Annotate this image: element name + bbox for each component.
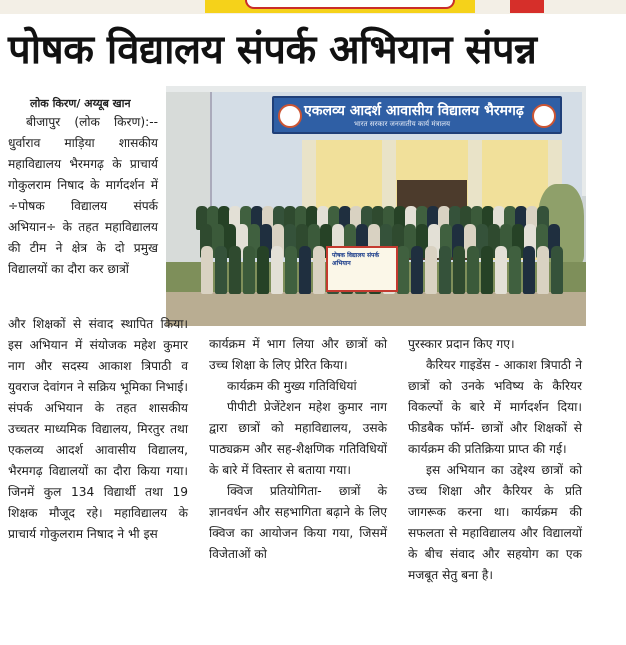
signboard-subtitle: भारत सरकार जनजातीय कार्य मंत्रालय bbox=[354, 120, 451, 128]
photo-person bbox=[425, 246, 437, 294]
signboard-title: एकलव्य आदर्श आवासीय विद्यालय भैरमगढ़ bbox=[304, 103, 524, 119]
photo-person bbox=[453, 246, 465, 294]
masthead-red-block bbox=[510, 0, 544, 13]
signboard-left-emblem bbox=[278, 104, 302, 128]
photo-campaign-banner bbox=[326, 246, 398, 292]
article-byline: लोक किरण/ अय्यूब खान bbox=[30, 97, 131, 110]
photo-person bbox=[523, 246, 535, 294]
article-paragraph-ppt: पीपीटी प्रेजेंटेशन महेश कुमार नाग द्वारा छात्रों को महाविद्यालय, उसके पाठ्यक्रम और सह-शैक्षणिक गतिविधियों के बारे में विस्तार से बताया गया। bbox=[209, 400, 387, 477]
news-photo bbox=[166, 86, 586, 326]
photo-person bbox=[551, 246, 563, 294]
article-headline: पोषक विद्यालय संपर्क अभियान संपन्न bbox=[8, 27, 537, 73]
article-paragraph-objective: इस अभियान का उद्देश्य छात्रों को उच्च शिक्षा और कैरियर के प्रति जागरूक करना था। कार्यक्रम की सफलता से महाविद्यालय और विद्यालयों के बीच संवाद और सहयोग का एक मजबूत सेतु बना है। bbox=[408, 463, 582, 582]
photo-person bbox=[313, 246, 325, 294]
photo-person bbox=[271, 246, 283, 294]
top-strip bbox=[0, 0, 626, 14]
photo-person bbox=[467, 246, 479, 294]
article-paragraph-prizes: पुरस्कार प्रदान किए गए। bbox=[408, 337, 515, 351]
banner-text: पोषक विद्यालय संपर्क अभियान bbox=[332, 252, 380, 267]
article-column-1 bbox=[8, 112, 188, 541]
article-column-3 bbox=[408, 334, 582, 586]
photo-person bbox=[537, 246, 549, 294]
photo-person bbox=[299, 246, 311, 294]
article-paragraph-career: कैरियर गाइडेंस - आकाश त्रिपाठी ने छात्रों को उनके भविष्य के कैरियर विकल्पों के बारे में मार्गदर्शन दिया। फीडबैक फॉर्म- छात्रों और शिक्षकों से कार्यक्रम की प्रतिक्रिया प्राप्त की गई। bbox=[408, 358, 582, 456]
photo-person bbox=[397, 246, 409, 294]
photo-person bbox=[201, 246, 213, 294]
photo-person bbox=[411, 246, 423, 294]
article-subheading-activities: कार्यक्रम की मुख्य गतिविधियां bbox=[227, 379, 357, 393]
photo-person bbox=[439, 246, 451, 294]
photo-person bbox=[257, 246, 269, 294]
photo-person bbox=[243, 246, 255, 294]
photo-person bbox=[495, 246, 507, 294]
article-column-2 bbox=[209, 334, 387, 565]
photo-person bbox=[285, 246, 297, 294]
photo-person bbox=[481, 246, 493, 294]
article-paragraph-intro: बीजापुर (लोक किरण):-- धुर्वाराव माड़िया शासकीय महाविद्यालय भैरमगढ़ के प्राचार्य गोकुलराम निषाद के मार्गदर्शन में ÷पोषक विद्यालय संपर्क अभियान÷ के तहत महाविद्यालय की टीम ने क्षेत्र के दो प्रमुख विद्यालयों का दौरा कर छात्रों bbox=[8, 115, 158, 276]
photo-person bbox=[229, 246, 241, 294]
photo-signboard bbox=[272, 96, 562, 134]
article-paragraph-principal: कार्यक्रम में भाग लिया और छात्रों को उच्च शिक्षा के लिए प्रेरित किया। bbox=[209, 337, 387, 372]
photo-person bbox=[215, 246, 227, 294]
article-paragraph-quiz: क्विज प्रतियोगिता- छात्रों के ज्ञानवर्धन और सहभागिता बढ़ाने के लिए क्विज का आयोजन किया गया, जिसमें विजेताओं को bbox=[209, 484, 387, 561]
photo-person bbox=[509, 246, 521, 294]
article-paragraph-visit: और शिक्षकों से संवाद स्थापित किया। इस अभियान में संयोजक महेश कुमार नाग और सदस्य आकाश त्रिपाठी व युवराज देवांगन ने सक्रिय भूमिका निभाई। संपर्क अभियान के तहत शासकीय उच्चतर माध्यमिक विद्यालय, मिरतुर तथा एकलव्य आदर्श आवासीय विद्यालय, भैरमगढ़ विद्यालयों का दौरा किया गया। जिनमें कुल 134 विद्यार्थी तथा 19 शिक्षक मौजूद रहे। महाविद्यालय के प्राचार्य गोकुलराम निषाद ने भी इस bbox=[8, 317, 188, 541]
masthead-red-outline bbox=[245, 0, 455, 9]
signboard-right-emblem bbox=[532, 104, 556, 128]
